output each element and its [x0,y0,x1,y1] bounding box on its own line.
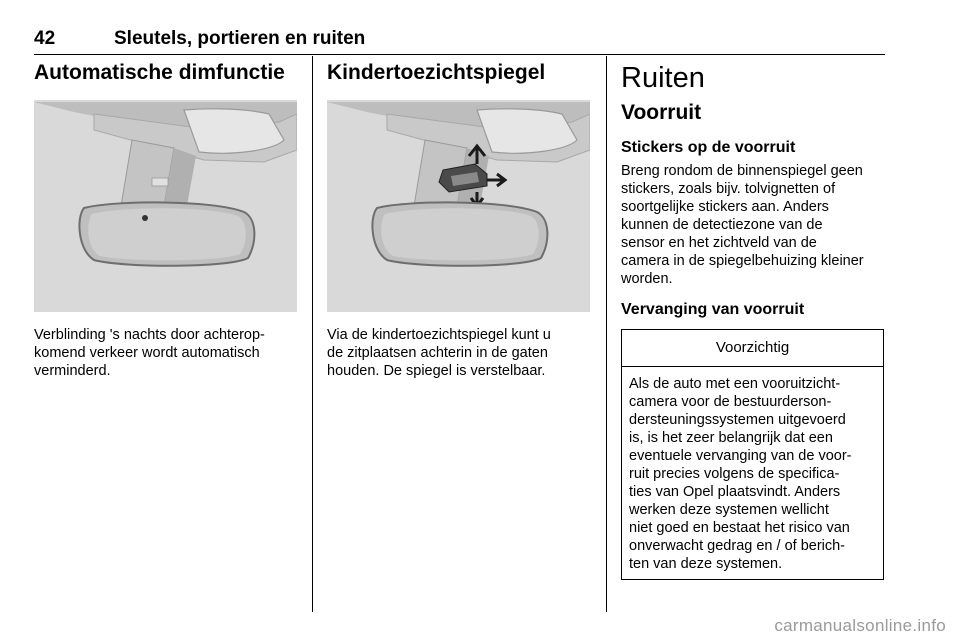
body-text: Verblinding 's nachts door achterop- komend verkeer wordt automatisch verminderd. [34,327,265,379]
caution-title: Voorzichtig [622,330,883,367]
rear-view-mirror-illustration [34,100,297,312]
section-heading: Automatische dimfunctie [34,61,285,84]
column-auto-dim [34,60,297,380]
chapter-title: Sleutels, portieren en ruiten [114,28,366,49]
subsection-title: Voorruit [621,101,702,124]
caution-box [621,329,884,580]
topic-title-stickers: Stickers op de voorruit [621,139,796,156]
column-child-mirror [327,60,590,380]
body-text-stickers: Breng rondom de binnenspiegel geen stickers, zoals bijv. tolvignetten of soortgelijke stickers aan. Anders kunnen de detectiezone van de sensor en het zichtveld van de camera in de spiegelbehuizing kleiner worden. [621,163,864,287]
page-number: 42 [34,28,56,49]
column-divider [312,56,313,612]
body-text: Via de kindertoezichtspiegel kunt u de zitplaatsen achterin in de gaten houden. De spiegel is verstelbaar. [327,327,551,379]
section-heading: Kindertoezichtspiegel [327,61,546,84]
chapter-section-title: Ruiten [621,62,705,94]
caution-text: Als de auto met een vooruitzicht- camera voor de bestuurderson- dersteuningssystemen uitgevoerd is, is het zeer belangrijk dat een eventuele vervanging van de voor- ruit precies volgens de specifica- ties van Opel plaatsvindt. Anders werken deze systemen wellicht niet goed en bestaat het risico van onverwacht gedrag en / of berich- ten van deze systemen. [629,376,852,572]
topic-title-replacement: Vervanging van voorruit [621,301,805,318]
watermark: carmanualsonline.info [774,616,946,635]
child-monitoring-mirror-illustration [327,100,590,312]
column-windows [621,60,886,580]
column-divider [606,56,607,612]
page-header [34,28,885,55]
